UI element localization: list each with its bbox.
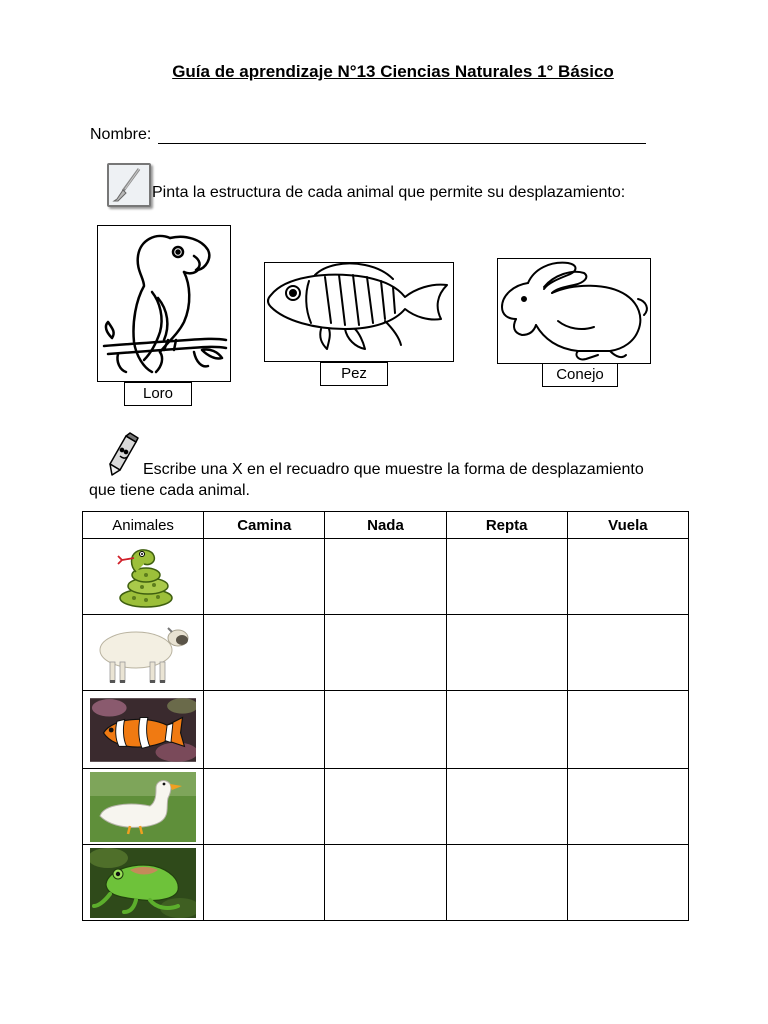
header-camina: Camina [204, 512, 325, 539]
fish-drawing-icon [265, 263, 453, 361]
page-title: Guía de aprendizaje N°13 Ciencias Naturales 1° Básico [172, 62, 614, 81]
animal-cell [83, 769, 204, 845]
instruction-write-line1: Escribe una X en el recuadro que muestre la forma de desplazamiento [143, 461, 644, 478]
paintbrush-icon [107, 163, 151, 207]
header-nada: Nada [325, 512, 446, 539]
camina-cell[interactable] [204, 769, 325, 845]
duck-icon [90, 772, 196, 842]
camina-cell[interactable] [204, 845, 325, 921]
animal-cell [83, 845, 204, 921]
nada-cell[interactable] [325, 845, 446, 921]
label-pez: Pez [320, 362, 388, 386]
table-row [83, 845, 689, 921]
nada-cell[interactable] [325, 769, 446, 845]
parrot-drawing-frame [97, 225, 231, 382]
vuela-cell[interactable] [567, 539, 688, 615]
repta-cell[interactable] [446, 615, 567, 691]
displacement-table [82, 511, 689, 921]
camina-cell[interactable] [204, 691, 325, 769]
vuela-cell[interactable] [567, 615, 688, 691]
table-row [83, 615, 689, 691]
sheep-icon [90, 618, 196, 688]
instruction-paint: Pinta la estructura de cada animal que permite su desplazamiento: [152, 184, 626, 201]
pencil-icon [104, 432, 140, 481]
nada-cell[interactable] [325, 691, 446, 769]
table-row [83, 539, 689, 615]
repta-cell[interactable] [446, 845, 567, 921]
snake-icon [90, 542, 196, 612]
animal-cell [83, 615, 204, 691]
camina-cell[interactable] [204, 539, 325, 615]
label-conejo: Conejo [542, 363, 618, 387]
repta-cell[interactable] [446, 691, 567, 769]
repta-cell[interactable] [446, 539, 567, 615]
label-loro: Loro [124, 382, 192, 406]
nombre-input-line[interactable] [158, 143, 646, 144]
header-vuela: Vuela [567, 512, 688, 539]
nada-cell[interactable] [325, 615, 446, 691]
table-row [83, 691, 689, 769]
instruction-write-line2: que tiene cada animal. [89, 482, 250, 499]
table-row [83, 769, 689, 845]
nombre-label: Nombre: [90, 126, 152, 143]
animal-cell [83, 539, 204, 615]
camina-cell[interactable] [204, 615, 325, 691]
fish-drawing-frame [264, 262, 454, 362]
repta-cell[interactable] [446, 769, 567, 845]
table-header-row [83, 512, 689, 539]
animal-cell [83, 691, 204, 769]
frog-icon [90, 848, 196, 918]
vuela-cell[interactable] [567, 845, 688, 921]
vuela-cell[interactable] [567, 769, 688, 845]
vuela-cell[interactable] [567, 691, 688, 769]
rabbit-drawing-icon [498, 259, 650, 363]
rabbit-drawing-frame [497, 258, 651, 364]
parrot-drawing-icon [98, 226, 230, 381]
header-repta: Repta [446, 512, 567, 539]
header-animales: Animales [83, 512, 204, 539]
nada-cell[interactable] [325, 539, 446, 615]
clownfish-icon [90, 697, 196, 763]
